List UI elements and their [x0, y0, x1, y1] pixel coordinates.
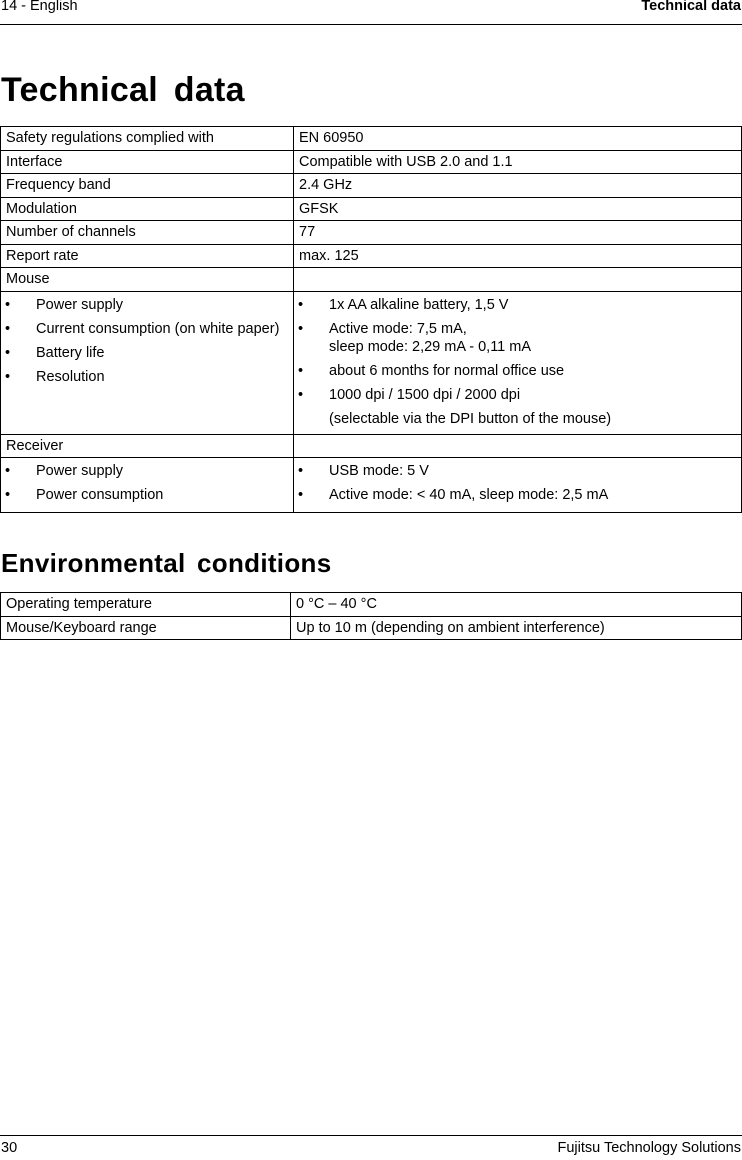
spec-label: Report rate — [1, 244, 294, 268]
list-item-text: 1x AA alkaline battery, 1,5 V — [329, 296, 509, 313]
spec-label: Frequency band — [1, 174, 294, 198]
env-value: Up to 10 m (depending on ambient interference) — [291, 616, 742, 640]
list-item — [6, 462, 288, 480]
spec-value: EN 60950 — [294, 127, 742, 151]
technical-data-table — [0, 126, 742, 513]
spec-value: 2.4 GHz — [294, 174, 742, 198]
table-row — [1, 593, 742, 617]
list-item — [6, 486, 288, 504]
empty-cell — [294, 268, 742, 292]
bullet-icon: • — [298, 362, 304, 379]
spec-label: Interface — [1, 150, 294, 174]
bullet-icon: • — [298, 320, 304, 337]
publisher-name: Fujitsu Technology Solutions — [557, 1140, 741, 1156]
bullet-icon: • — [5, 463, 11, 479]
table-row — [1, 221, 742, 245]
page-header — [0, 0, 742, 25]
list-item-text: about 6 months for normal office use — [329, 362, 565, 379]
section-label-receiver: Receiver — [1, 434, 294, 458]
list-item-text: Active mode: < 40 mA, sleep mode: 2,5 mA — [329, 487, 609, 503]
bullet-icon: • — [5, 487, 11, 503]
table-row — [1, 616, 742, 640]
list-item — [299, 296, 736, 314]
env-label: Mouse/Keyboard range — [1, 616, 291, 640]
list-item-text: USB mode: 5 V — [329, 463, 429, 479]
list-item-text: Resolution — [36, 368, 105, 385]
list-item-text: 1000 dpi / 1500 dpi / 2000 dpi — [329, 386, 521, 403]
list-item — [299, 362, 736, 380]
mouse-values-cell — [294, 291, 742, 434]
spec-value: max. 125 — [294, 244, 742, 268]
section-title-environmental: Environmental conditions — [1, 548, 332, 578]
table-row — [1, 244, 742, 268]
env-label: Operating temperature — [1, 593, 291, 617]
list-item — [299, 320, 736, 356]
table-row — [1, 197, 742, 221]
spec-value: GFSK — [294, 197, 742, 221]
list-item — [6, 344, 288, 362]
bullet-icon: • — [5, 320, 11, 337]
list-item — [6, 296, 288, 314]
bullet-icon: • — [5, 344, 11, 361]
list-item — [299, 486, 736, 504]
list-item — [6, 320, 288, 338]
list-item — [6, 368, 288, 386]
list-item-text: Active mode: 7,5 mA, — [329, 320, 467, 337]
empty-cell — [294, 434, 742, 458]
env-value: 0 °C – 40 °C — [291, 593, 742, 617]
header-page-language: 14 - English — [1, 0, 78, 14]
bullet-icon: • — [298, 296, 304, 313]
header-section-title: Technical data — [641, 0, 741, 14]
spec-value: Compatible with USB 2.0 and 1.1 — [294, 150, 742, 174]
bullet-icon: • — [298, 487, 304, 503]
table-row — [1, 127, 742, 151]
list-item-text: Power supply — [36, 463, 124, 479]
list-item — [299, 386, 736, 404]
spec-label: Safety regulations complied with — [1, 127, 294, 151]
list-item-text: sleep mode: 2,29 mA - 0,11 mA — [329, 338, 532, 355]
table-row — [1, 291, 742, 434]
section-label-mouse: Mouse — [1, 268, 294, 292]
table-row — [1, 174, 742, 198]
spec-label: Number of channels — [1, 221, 294, 245]
environmental-conditions-table — [0, 592, 742, 640]
page-number: 30 — [1, 1140, 18, 1156]
table-row — [1, 150, 742, 174]
list-item-text: Power supply — [36, 296, 124, 313]
list-item-text: Power consumption — [36, 487, 164, 503]
bullet-icon: • — [298, 386, 304, 403]
spec-label: Modulation — [1, 197, 294, 221]
table-row — [1, 268, 742, 292]
spec-value: 77 — [294, 221, 742, 245]
list-item — [299, 462, 736, 480]
page-footer — [0, 1135, 742, 1160]
mouse-labels-cell — [1, 291, 294, 434]
receiver-labels-cell — [1, 458, 294, 513]
dpi-note: (selectable via the DPI button of the mouse) — [329, 410, 612, 427]
table-row — [1, 434, 742, 458]
bullet-icon: • — [298, 463, 304, 479]
bullet-icon: • — [5, 368, 11, 385]
list-item-text: Current consumption (on white paper) — [36, 320, 280, 337]
bullet-icon: • — [5, 296, 11, 313]
page-title: Technical data — [1, 71, 245, 109]
list-item-text: Battery life — [36, 344, 105, 361]
table-row — [1, 458, 742, 513]
receiver-values-cell — [294, 458, 742, 513]
